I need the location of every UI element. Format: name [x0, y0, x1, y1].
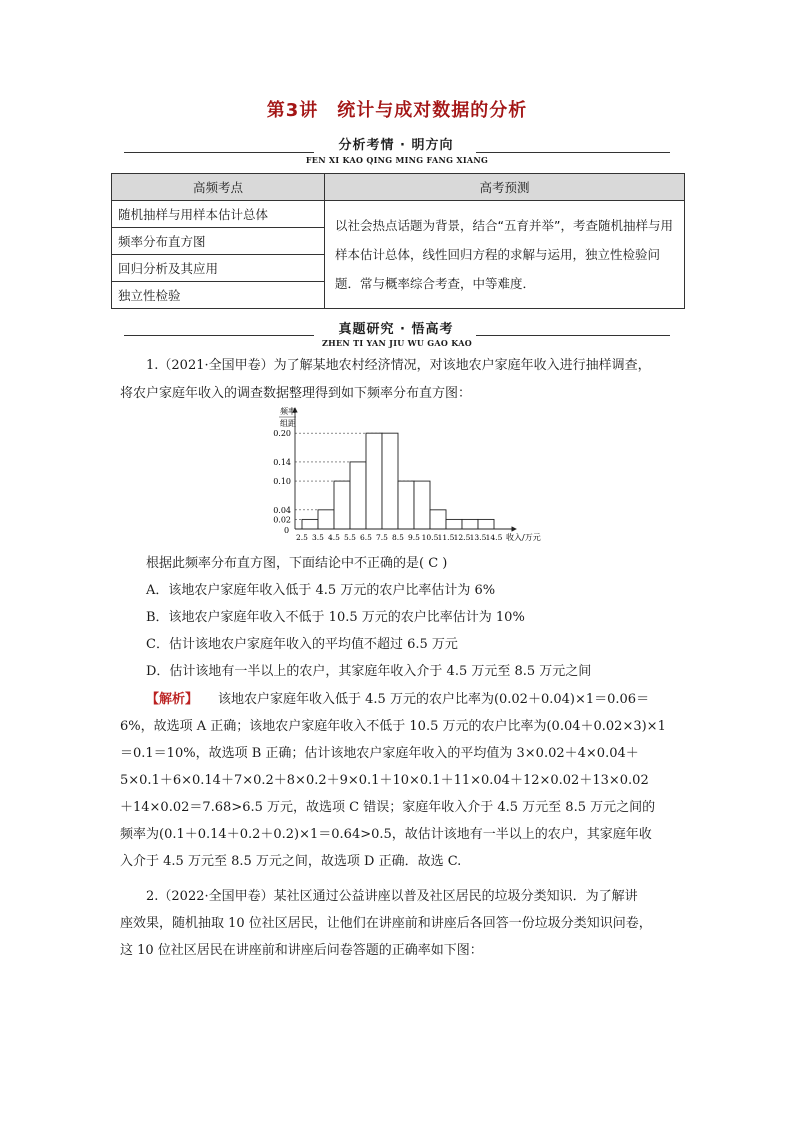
q1-option-a: A．该地农户家庭年收入低于 4.5 万元的农户比率估计为 6% [146, 583, 496, 598]
histogram-bar [302, 519, 318, 529]
section-heading-analysis: 分析考情 · 明方向 [338, 138, 454, 153]
table-row-point: 随机抽样与用样本估计总体 [112, 201, 325, 228]
histogram-bar [334, 481, 350, 529]
q2-line: 2.（2022·全国甲卷）某社区通过公益讲座以普及社区居民的垃圾分类知识．为了解讲 [146, 889, 638, 904]
y-tick-label: 0.10 [273, 477, 291, 487]
q2-line: 这 10 位社区居民在讲座前和讲座后问卷答题的正确率如下图： [120, 943, 483, 958]
table-header-points: 高频考点 [112, 174, 325, 201]
x-tick-label: 2.5 [296, 533, 308, 542]
y-tick-label: 0.02 [273, 515, 291, 525]
origin-label: 0 [284, 526, 290, 535]
x-tick-label: 12.5 [453, 533, 471, 542]
analysis-line: 该地农户家庭年收入低于 4.5 万元的农户比率为(0.02＋0.04)×1＝0.06＝ [218, 692, 650, 707]
x-axis-label: 收入/万元 [506, 533, 541, 542]
section-divider-right [476, 335, 670, 336]
x-tick-label: 7.5 [376, 533, 388, 542]
histogram-bar [350, 462, 366, 529]
analysis-line: 入介于 4.5 万元至 8.5 万元之间，故选项 D 正确．故选 C. [120, 854, 462, 869]
section-pinyin-analysis: FEN XI KAO QING MING FANG XIANG [305, 155, 489, 165]
histogram-bar [382, 433, 398, 529]
y-tick-label: 0.04 [273, 505, 291, 515]
histogram-bar [366, 433, 382, 529]
frequency-histogram [258, 404, 541, 544]
histogram-bar [318, 510, 334, 529]
y-label-top: 频率 [280, 407, 296, 416]
q1-question: 根据此频率分布直方图，下面结论中不正确的是( C ) [146, 556, 448, 571]
x-tick-label: 9.5 [408, 533, 420, 542]
histogram-bar [446, 519, 462, 529]
x-tick-label: 11.5 [437, 533, 455, 542]
x-tick-label: 4.5 [328, 533, 340, 542]
table-row-point: 频率分布直方图 [112, 228, 325, 255]
y-tick-label: 0.14 [273, 457, 291, 467]
x-tick-label: 3.5 [312, 533, 324, 542]
q1-stem-line2: 将农户家庭年收入的调查数据整理得到如下频率分布直方图： [120, 386, 472, 401]
exam-info-table [111, 173, 685, 309]
histogram-bar [462, 519, 478, 529]
section-divider-right [476, 152, 670, 153]
histogram-bar [414, 481, 430, 529]
table-row-point: 独立性检验 [112, 282, 325, 309]
histogram-bar [398, 481, 414, 529]
y-label-bottom: 组距 [280, 419, 296, 428]
section-divider-left [124, 335, 314, 336]
analysis-line: ＋14×0.02＝7.68>6.5 万元，故选项 C 错误；家庭年收入介于 4.5 万元至 8.5 万元之间的 [120, 800, 656, 815]
x-tick-label: 10.5 [421, 533, 439, 542]
x-tick-label: 14.5 [485, 533, 503, 542]
y-tick-label: 0.20 [273, 429, 291, 439]
analysis-line: ＝0.1＝10%，故选项 B 正确；估计该地农户家庭年收入的平均值为 3×0.02＋4×0.04＋ [120, 746, 639, 761]
x-tick-label: 6.5 [360, 533, 372, 542]
q1-option-d: D．估计该地有一半以上的农户，其家庭年收入介于 4.5 万元至 8.5 万元之间 [146, 664, 592, 679]
section-pinyin-research: ZHEN TI YAN JIU WU GAO KAO [321, 338, 472, 348]
q1-option-c: C．估计该地农户家庭年收入的平均值不超过 6.5 万元 [146, 637, 458, 652]
analysis-line: 频率为(0.1＋0.14＋0.2＋0.2)×1＝0.64>0.5，故估计该地有一半以上的农户，其家庭年收 [120, 827, 652, 842]
x-tick-label: 13.5 [469, 533, 487, 542]
analysis-line: 5×0.1＋6×0.14＋7×0.2＋8×0.2＋9×0.1＋10×0.1＋11×0.04＋12×0.02＋13×0.02 [120, 773, 649, 788]
section-divider-left [124, 152, 314, 153]
analysis-label: 【解析】 [146, 692, 199, 707]
q1-option-b: B．该地农户家庭年收入不低于 10.5 万元的农户比率估计为 10% [146, 610, 525, 625]
analysis-line: 6%，故选项 A 正确；该地农户家庭年收入不低于 10.5 万元的农户比率为(0.04＋0.02×3)×1 [120, 719, 666, 734]
prediction-text: 以社会热点话题为背景，结合“五育并举”，考查随机抽样与用样本估计总体，线性回归方程的求解与运用，独立性检验问题．常与概率综合考查，中等难度． [325, 201, 685, 309]
section-heading-research: 真题研究 · 悟高考 [338, 322, 454, 337]
x-tick-label: 8.5 [392, 533, 404, 542]
histogram-bar [478, 519, 494, 529]
x-tick-label: 5.5 [344, 533, 356, 542]
table-header-prediction: 高考预测 [325, 174, 685, 201]
q1-stem-line1: 1.（2021·全国甲卷）为了解某地农村经济情况，对该地农户家庭年收入进行抽样调查， [146, 358, 651, 373]
q2-line: 座效果，随机抽取 10 位社区居民，让他们在讲座前和讲座后各回答一份垃圾分类知识问卷， [120, 916, 652, 931]
page-title: 第3讲 统计与成对数据的分析 [266, 100, 528, 121]
table-row-point: 回归分析及其应用 [112, 255, 325, 282]
histogram-bar [430, 510, 446, 529]
